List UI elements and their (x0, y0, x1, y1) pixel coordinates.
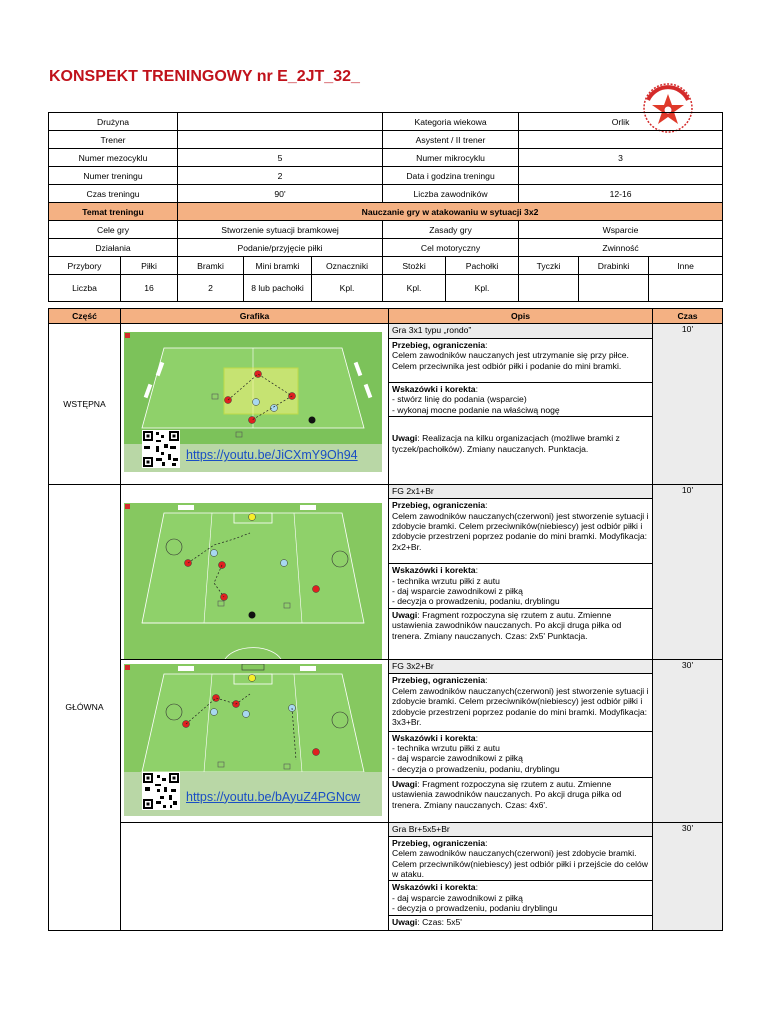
uwagi-text: Realizacja na kilku organizacjach (możliwe bramki z tyczek/pachołków). Zmiany nauczanych. Punktacja. (392, 433, 620, 454)
cele-value[interactable]: Stworzenie sytuacji bramkowej (178, 221, 383, 239)
przebieg-text: Celem zawodników nauczanych(czerwoni) jest zdobycie bramki. Celem przeciwników(niebiescy) jest odbiór piłki i przejście do celów w ataku. (392, 848, 648, 880)
exercise-wskazowki: Wskazówki i korekta: - daj wsparcie zawodnikowi z piłką - decyzja o prowadzeniu, podaniu dryblingu (389, 881, 653, 915)
equipment-value[interactable]: 16 (121, 275, 178, 302)
motoryczny-value[interactable]: Zwinność (519, 239, 723, 257)
motoryczny-label: Cel motoryczny (383, 239, 519, 257)
video-link[interactable]: https://youtu.be/JiCXmY9Oh94 (186, 448, 358, 462)
mezocykl-value[interactable]: 5 (178, 149, 383, 167)
przebieg-label: Przebieg, ograniczenia (392, 340, 486, 350)
equipment-value[interactable]: 2 (178, 275, 244, 302)
mikrocykl-value[interactable]: 3 (519, 149, 723, 167)
exercise-time: 10' (653, 485, 723, 660)
trening-value[interactable]: 2 (178, 167, 383, 185)
temat-value: Nauczanie gry w atakowaniu w sytuacji 3x2 (178, 203, 723, 221)
exercise-wskazowki: Wskazówki i korekta: - technika wrzutu piłki z autu - daj wsparcie zawodnikowi z piłką - decyzja o prowadzeniu, podaniu, dryblingu (389, 564, 653, 609)
mezocykl-label: Numer mezocyklu (49, 149, 178, 167)
qr-code-icon (142, 772, 180, 810)
uwagi-text: Fragment rozpoczyna się rzutem z autu. Zmienne ustawienia zawodników nauczanych. Po akcji druga piłka od trenera. Zmiany nauczanych. Czas: 4x6'. (392, 779, 622, 810)
przebieg-text: Celem zawodników nauczanych(czerwoni) jest stworzenie sytuacji i zdobycie bramki. Celem przeciwników(niebiescy) jest odbiór piłki i zdobycie przestrzeni poprzez podanie do mini bramki. Modyfikacja: 3x3+Br. (392, 685, 649, 728)
wskazowki-line: - daj wsparcie zawodnikowi z piłką (392, 586, 523, 597)
equipment-value[interactable] (579, 275, 649, 302)
asystent-label: Asystent / II trener (383, 131, 519, 149)
uwagi-label: Uwagi (392, 916, 418, 927)
exercise-przebieg: Przebieg, ograniczenia: Celem zawodników nauczanych jest utrzymanie się przy piłce. Celem przeciwnika jest odbiór piłki i podanie do mini bramki. (389, 339, 653, 383)
data-value[interactable] (519, 167, 723, 185)
przebieg-text: Celem zawodników nauczanych(czerwoni) jest stworzenie sytuacji i zdobycie bramki. Celem przeciwników(niebiescy) jest odbiór piłki i zdobycie przestrzeni poprzez podanie do mini bramki. Modyfikacja: 2x2+Br. (392, 510, 649, 552)
exercise-uwagi: Uwagi: Realizacja na kilku organizacjach (możliwe bramki z tyczek/pachołków). Zmiany nauczanych. Punktacja. (389, 427, 653, 485)
exercise-uwagi: Uwagi: Czas: 5x5' (389, 915, 653, 930)
exercise-time: 30' (653, 822, 723, 930)
druzyna-value[interactable] (178, 113, 383, 131)
trening-label: Numer treningu (49, 167, 178, 185)
przebieg-label: Przebieg, ograniczenia (392, 837, 486, 848)
wskazowki-line: - wykonaj mocne podanie na właściwą nogę (392, 404, 560, 415)
wskazowki-label: Wskazówki i korekta (392, 732, 476, 743)
dzialania-label: Działania (49, 239, 178, 257)
exercise-2-graphic (121, 485, 389, 660)
exercise-time: 10' (653, 324, 723, 485)
data-label: Data i godzina treningu (383, 167, 519, 185)
exercise-przebieg: Przebieg, ograniczenia: Celem zawodników nauczanych(czerwoni) jest stworzenie sytuacji i zdobycie bramki. Celem przeciwników(niebiescy) jest odbiór piłki i zdobycie przestrzeni poprzez podanie do mini bramki. Modyfikacja: 3x3+Br. (389, 674, 653, 731)
equipment-header: Bramki (178, 257, 244, 275)
equipment-value[interactable]: Kpl. (312, 275, 383, 302)
uwagi-label: Uwagi (392, 609, 418, 620)
equipment-header: Drabinki (579, 257, 649, 275)
kategoria-label: Kategoria wiekowa (383, 113, 519, 131)
fg-2x1-field-diagram (124, 503, 382, 659)
training-info-table (48, 112, 723, 302)
exercise-4-graphic (121, 822, 389, 930)
uwagi-text: Fragment rozpoczyna się rzutem z autu. Zmienne ustawienia zawodników nauczanych. Po akcji druga piłka od trenera. Zmiany nauczanych. Czas: 2x5' Punktacja. (392, 609, 622, 641)
equipment-header: Mini bramki (244, 257, 312, 275)
kategoria-value[interactable]: Orlik (519, 113, 723, 131)
equipment-header: Tyczki (519, 257, 579, 275)
wskazowki-label: Wskazówki i korekta (392, 384, 476, 394)
zawodnicy-label: Liczba zawodników (383, 185, 519, 203)
uwagi-text: Czas: 5x5' (422, 916, 462, 927)
exercise-name: FG 3x2+Br (389, 659, 653, 674)
asystent-value[interactable] (519, 131, 723, 149)
fg-3x2-field-diagram (124, 664, 382, 772)
header-czas: Czas (653, 309, 723, 324)
page-title: KONSPEKT TRENINGOWY nr E_2JT_32_ (49, 68, 360, 85)
equipment-value[interactable]: Kpl. (446, 275, 519, 302)
equipment-header: Piłki (121, 257, 178, 275)
przebieg-label: Przebieg, ograniczenia (392, 675, 486, 686)
mikrocykl-label: Numer mikrocyklu (383, 149, 519, 167)
przebieg-label: Przebieg, ograniczenia (392, 500, 486, 511)
equipment-header: Przybory (49, 257, 121, 275)
druzyna-label: Drużyna (49, 113, 178, 131)
trener-label: Trener (49, 131, 178, 149)
equipment-header: Stożki (383, 257, 446, 275)
equipment-value[interactable]: 8 lub pachołki (244, 275, 312, 302)
wskazowki-line: - stwórz linię do podania (wsparcie) (392, 394, 527, 405)
przebieg-text: Celem zawodników nauczanych jest utrzymanie się przy piłce. Celem przeciwnika jest odbiór piłki i podanie do mini bramki. (392, 350, 629, 371)
qr-code-icon (142, 430, 180, 468)
part-glowna: GŁÓWNA (49, 485, 121, 930)
header-grafika: Grafika (121, 309, 389, 324)
czas-value[interactable]: 90' (178, 185, 383, 203)
exercise-uwagi: Uwagi: Fragment rozpoczyna się rzutem z autu. Zmienne ustawienia zawodników nauczanych. Po akcji druga piłka od trenera. Zmiany nauczanych. Czas: 4x6'. (389, 778, 653, 823)
exercise-name: Gra 3x1 typu „rondo” (389, 324, 653, 339)
exercise-1-graphic (121, 324, 389, 485)
zasady-label: Zasady gry (383, 221, 519, 239)
exercise-time: 30' (653, 659, 723, 822)
exercise-wskazowki: Wskazówki i korekta: - technika wrzutu piłki z autu - daj wsparcie zawodnikowi z piłką - decyzja o prowadzeniu, podaniu, dryblingu (389, 731, 653, 777)
equipment-header: Oznaczniki (312, 257, 383, 275)
equipment-value[interactable]: Kpl. (383, 275, 446, 302)
czas-label: Czas treningu (49, 185, 178, 203)
spacer (389, 417, 653, 428)
wskazowki-line: - decyzja o prowadzeniu, podaniu, dryblingu (392, 763, 560, 774)
wskazowki-label: Wskazówki i korekta (392, 565, 476, 576)
equipment-value[interactable] (649, 275, 723, 302)
equipment-header: Pachołki (446, 257, 519, 275)
header-czesc: Część (49, 309, 121, 324)
wskazowki-line: - daj wsparcie zawodnikowi z piłką (392, 892, 523, 903)
wskazowki-line: - decyzja o prowadzeniu, podaniu, dryblingu (392, 596, 560, 607)
header-opis: Opis (389, 309, 653, 324)
temat-label: Temat treningu (49, 203, 178, 221)
dzialania-value[interactable]: Podanie/przyjęcie piłki (178, 239, 383, 257)
equipment-value: Liczba (49, 275, 121, 302)
uwagi-label: Uwagi (392, 779, 418, 790)
wskazowki-line: - technika wrzutu piłki z autu (392, 743, 500, 754)
zawodnicy-value[interactable]: 12-16 (519, 185, 723, 203)
trener-value[interactable] (178, 131, 383, 149)
training-plan-table (48, 308, 723, 931)
cele-label: Cele gry (49, 221, 178, 239)
part-wstepna: WSTĘPNA (49, 324, 121, 485)
exercise-name: FG 2x1+Br (389, 485, 653, 499)
exercise-wskazowki: Wskazówki i korekta: - stwórz linię do podania (wsparcie) - wykonaj mocne podanie na właściwą nogę (389, 383, 653, 417)
zasady-value[interactable]: Wsparcie (519, 221, 723, 239)
exercise-przebieg: Przebieg, ograniczenia: Celem zawodników nauczanych(czerwoni) jest stworzenie sytuacji i zdobycie bramki. Celem przeciwników(niebiescy) jest odbiór piłki i zdobycie przestrzeni poprzez podanie do mini bramki. Modyfikacja: 2x2+Br. (389, 499, 653, 564)
wskazowki-line: - decyzja o prowadzeniu, podaniu dryblingu (392, 903, 558, 914)
exercise-3-graphic (121, 659, 389, 822)
wskazowki-label: Wskazówki i korekta (392, 882, 476, 893)
wskazowki-line: - daj wsparcie zawodnikowi z piłką (392, 753, 523, 764)
exercise-przebieg: Przebieg, ograniczenia: Celem zawodników nauczanych(czerwoni) jest zdobycie bramki. Celem przeciwników(niebiescy) jest odbiór piłki i przejście do celów w ataku. (389, 836, 653, 881)
exercise-uwagi: Uwagi: Fragment rozpoczyna się rzutem z autu. Zmienne ustawienia zawodników nauczanych. Po akcji druga piłka od trenera. Zmiany nauczanych. Czas: 2x5' Punktacja. (389, 608, 653, 659)
uwagi-label: Uwagi (392, 433, 418, 444)
exercise-name: Gra Br+5x5+Br (389, 822, 653, 836)
video-link[interactable]: https://youtu.be/bAyuZ4PGNcw (186, 789, 361, 804)
equipment-header: Inne (649, 257, 723, 275)
equipment-value[interactable] (519, 275, 579, 302)
wskazowki-line: - technika wrzutu piłki z autu (392, 575, 500, 586)
